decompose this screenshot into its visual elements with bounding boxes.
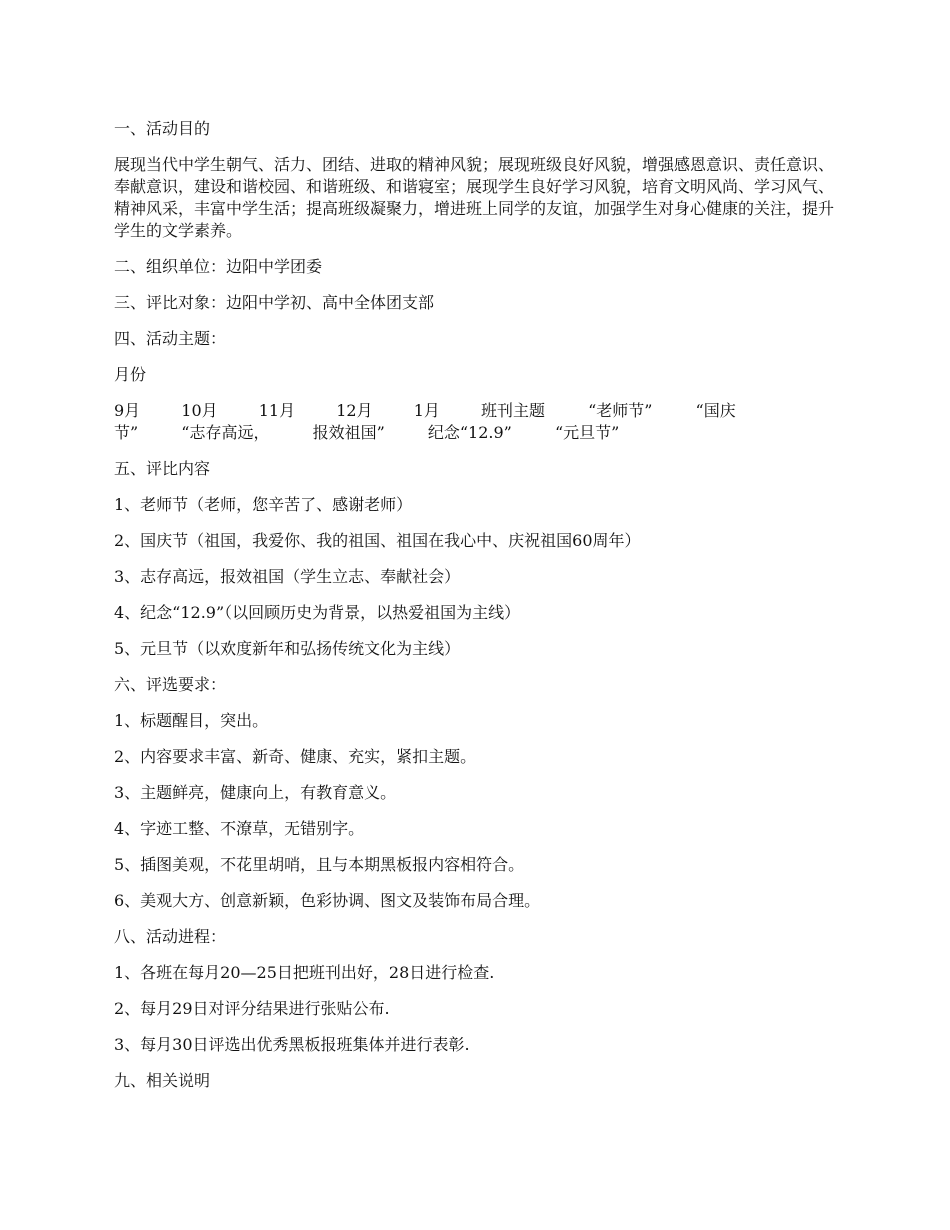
section-6-item: 2、内容要求丰富、新奇、健康、充实，紧扣主题。 xyxy=(114,747,477,766)
theme-item: “老师节” xyxy=(588,401,653,420)
theme-item: 纪念“12.9” xyxy=(427,423,512,442)
month-item: 10月 xyxy=(181,401,218,420)
month-label: 月份 xyxy=(114,365,147,384)
month-item: 11月 xyxy=(258,401,296,420)
section-6-item: 4、字迹工整、不潦草，无错别字。 xyxy=(114,819,365,838)
section-1-body: 展现当代中学生朝气、活力、团结、进取的精神风貌；展现班级良好风貌，增强感恩意识、责任意识、奉献意识，建设和谐校园、和谐班级、和谐寝室；展现学生良好学习风貌，培育文明风尚、学习风气、精神风采，丰富中学生活；提高班级凝聚力，增进班上同学的友谊，加强学生对身心健康的关注，提升学生的文学素养。 xyxy=(114,155,835,240)
section-1-title: 一、活动目的 xyxy=(114,119,211,138)
section-6-item: 1、标题醒目，突出。 xyxy=(114,711,269,730)
section-5-title: 五、评比内容 xyxy=(114,459,211,478)
theme-item: “国庆节” xyxy=(114,401,736,442)
section-5-item: 4、纪念“12.9”（以回顾历史为背景，以热爱祖国为主线） xyxy=(114,603,521,622)
section-8-title: 八、活动进程： xyxy=(114,927,227,946)
section-6-title: 六、评选要求： xyxy=(114,675,227,694)
section-6-item: 6、美观大方、创意新颖，色彩协调、图文及装饰布局合理。 xyxy=(114,891,541,910)
month-item: 9月 xyxy=(114,401,141,420)
section-8-item: 2、每月29日对评分结果进行张贴公布. xyxy=(114,999,390,1018)
theme-item: 报效祖国” xyxy=(312,423,385,442)
section-4-title: 四、活动主题： xyxy=(114,329,227,348)
theme-item: “志存高远， xyxy=(181,423,270,442)
section-2: 二、组织单位：边阳中学团委 xyxy=(114,257,323,276)
section-6-item: 5、插图美观，不花里胡哨，且与本期黑板报内容相符合。 xyxy=(114,855,525,874)
section-9-title: 九、相关说明 xyxy=(114,1071,211,1090)
section-5-item: 2、国庆节（祖国，我爱你、我的祖国、祖国在我心中、庆祝祖国60周年） xyxy=(114,531,641,550)
section-5-item: 1、老师节（老师，您辛苦了、感谢老师） xyxy=(114,495,413,514)
theme-item: “元旦节” xyxy=(554,423,620,442)
section-5-item: 3、志存高远，报效祖国（学生立志、奉献社会） xyxy=(114,567,461,586)
section-6-item: 3、主题鲜亮，健康向上，有教育意义。 xyxy=(114,783,397,802)
section-8-item: 1、各班在每月20—25日把班刊出好，28日进行检查. xyxy=(114,963,495,982)
section-8-item: 3、每月30日评选出优秀黑板报班集体并进行表彰. xyxy=(114,1035,470,1054)
document-page xyxy=(114,118,834,1106)
theme-label: 班刊主题 xyxy=(480,401,545,420)
month-theme-row xyxy=(114,400,774,444)
month-item: 1月 xyxy=(413,401,440,420)
month-item: 12月 xyxy=(336,401,373,420)
section-5-item: 5、元旦节（以欢度新年和弘扬传统文化为主线） xyxy=(114,639,461,658)
section-3: 三、评比对象：边阳中学初、高中全体团支部 xyxy=(114,293,435,312)
